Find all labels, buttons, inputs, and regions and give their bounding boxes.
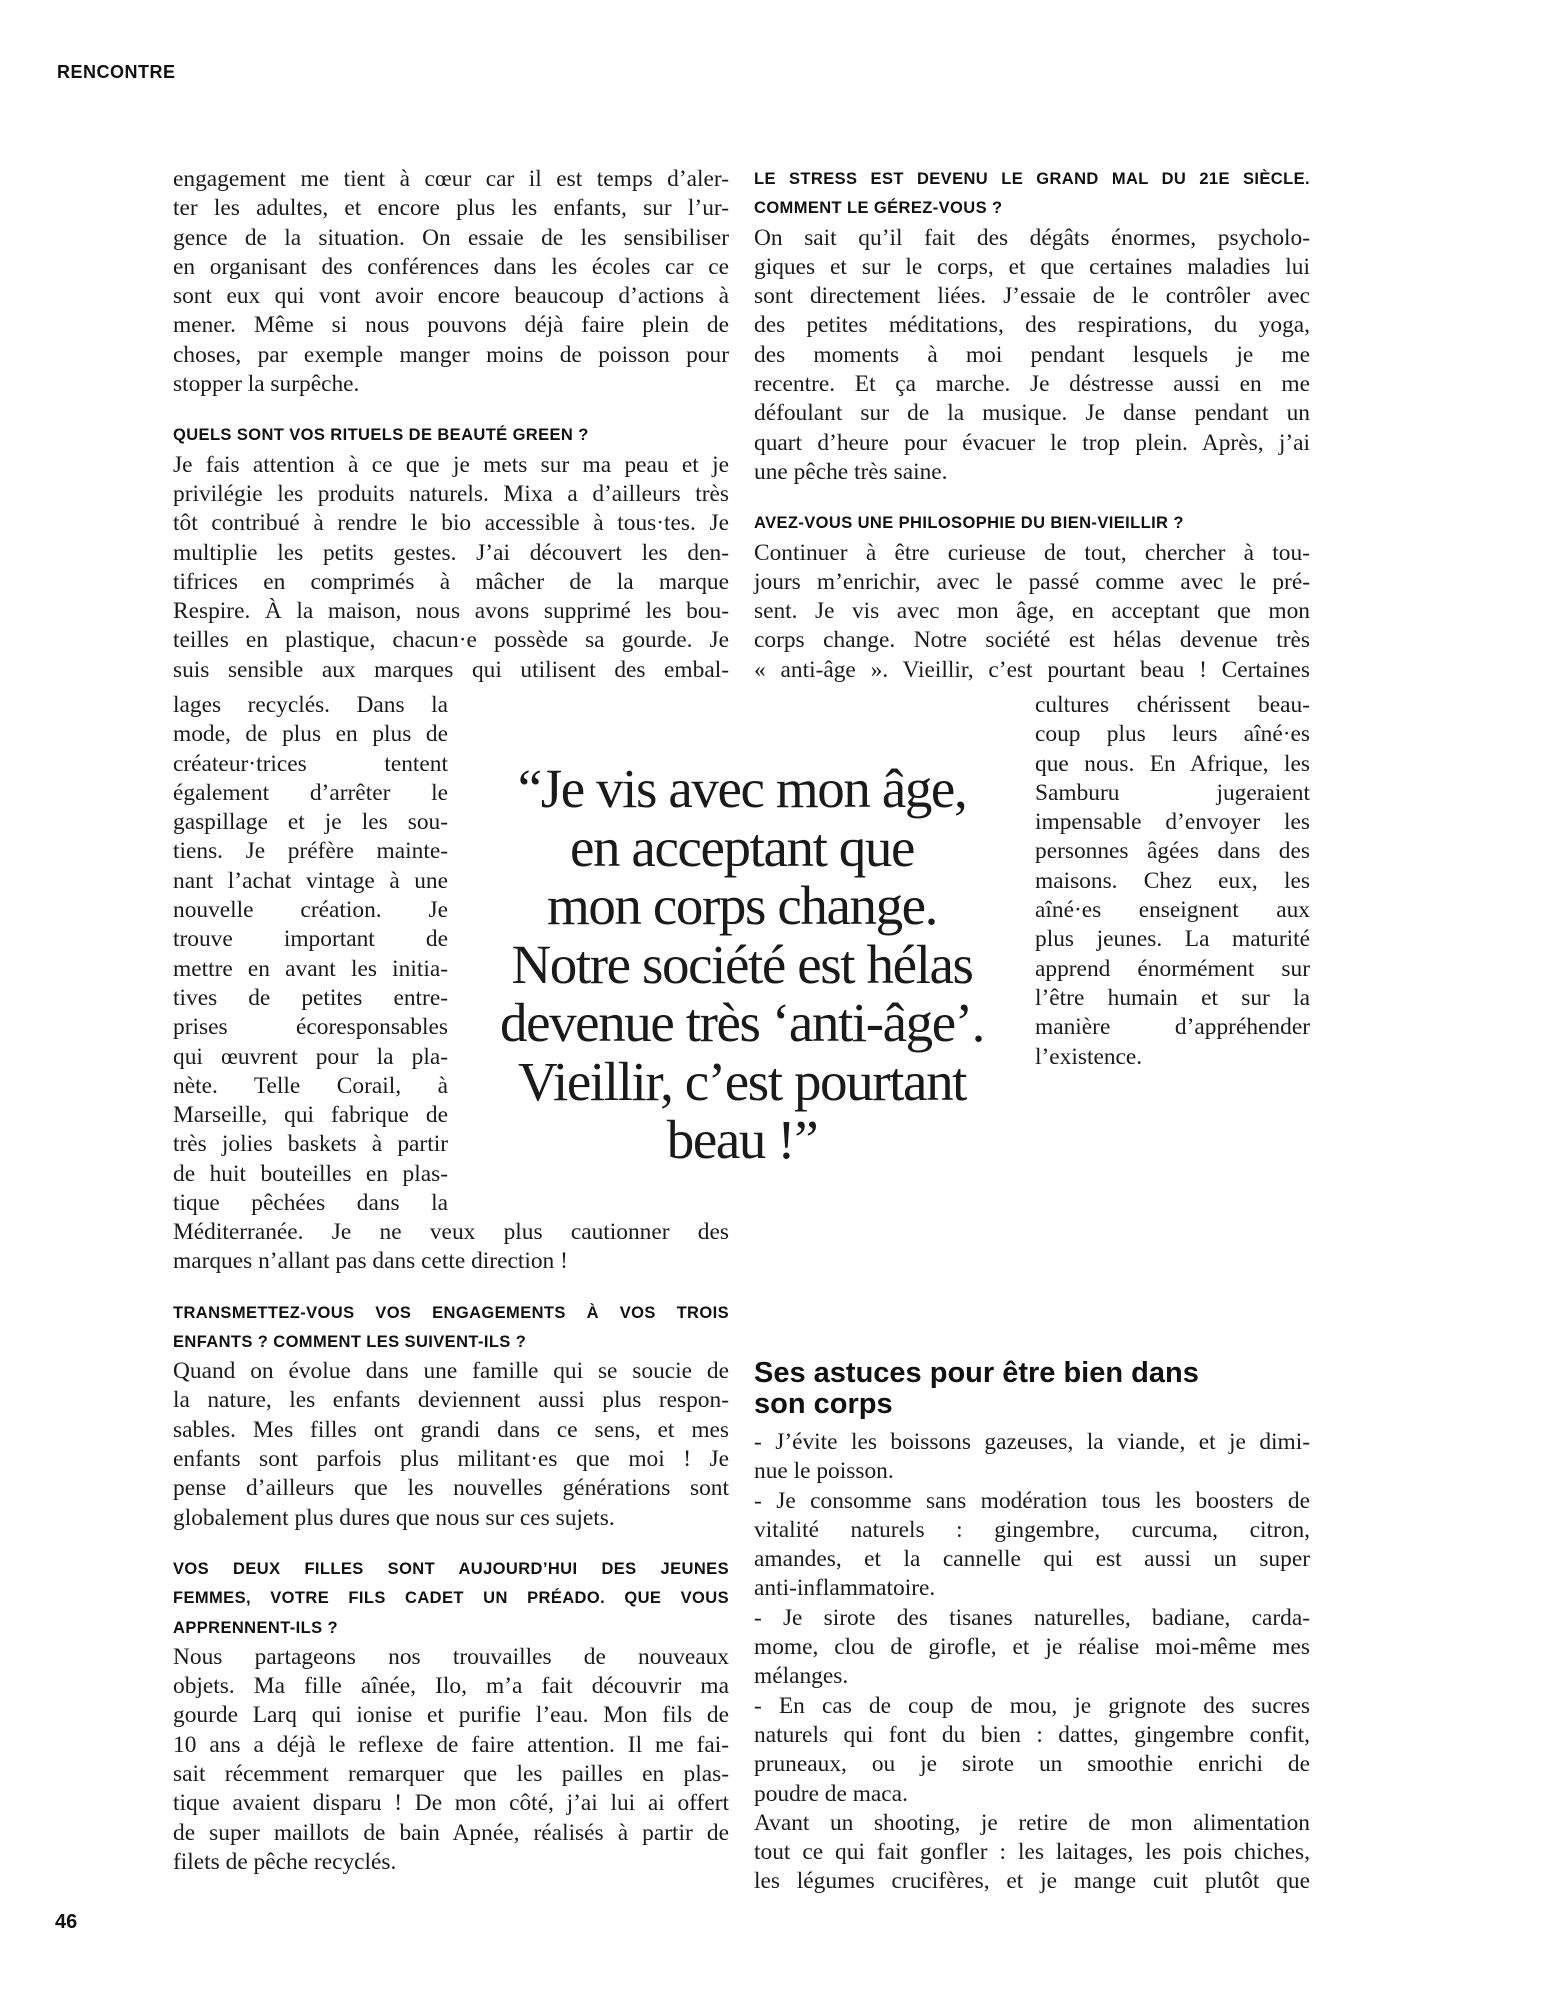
- text-line: pruneaux, ou je sirote un smoothie enrichi de: [754, 1751, 1310, 1778]
- text-line: « anti-âge ». Vieillir, c’est pourtant beau ! Certaines: [754, 656, 1310, 683]
- text-line: - En cas de coup de mou, je grignote des sucres: [754, 1692, 1310, 1719]
- philosophie-answer-full: [754, 539, 1310, 685]
- pull-quote-line: beau !”: [666, 1109, 818, 1170]
- text-line: ter les adultes, et encore plus les enfants, sur l’ur-: [173, 195, 729, 222]
- text-line: quart d’heure pour évacuer le trop plein. Après, j’ai: [754, 429, 1310, 456]
- text-line: Je fais attention à ce que je mets sur ma peau et je: [173, 451, 729, 478]
- text-line: mélanges.: [754, 1663, 849, 1690]
- astuces-body: [754, 1428, 1310, 1897]
- text-line: plus jeunes. La maturité: [1035, 926, 1310, 953]
- text-line: nète. Telle Corail, à: [173, 1072, 448, 1099]
- text-line: que nous. En Afrique, les: [1035, 750, 1310, 777]
- text-line: sent. Je vis avec mon âge, en acceptant que mon: [754, 598, 1310, 625]
- box-title-line: son corps: [754, 1388, 893, 1420]
- text-line: Méditerranée. Je ne veux plus cautionner des: [173, 1219, 729, 1245]
- text-line: corps change. Notre société est hélas devenue très: [754, 627, 1310, 654]
- text-line: gaspillage et je les sou-: [173, 809, 448, 836]
- text-line: Continuer à être curieuse de tout, chercher à tou-: [754, 539, 1310, 566]
- text-line: suis sensible aux marques qui utilisent des embal-: [173, 656, 729, 683]
- rituels-answer-end: [173, 1218, 729, 1277]
- question-line: COMMENT LE GÉREZ-VOUS ?: [754, 199, 1003, 218]
- text-line: gence de la situation. On essaie de les sensibiliser: [173, 224, 729, 251]
- text-line: l’être humain et sur la: [1035, 984, 1310, 1011]
- page-number: 46: [55, 1911, 78, 1933]
- section-rubric: RENCONTRE: [57, 62, 176, 82]
- text-line: - Je sirote des tisanes naturelles, badiane, carda-: [754, 1604, 1310, 1631]
- text-line: Avant un shooting, je retire de mon alimentation: [754, 1809, 1310, 1836]
- text-line: personnes âgées dans des: [1035, 838, 1310, 865]
- text-line: une pêche très saine.: [754, 458, 948, 485]
- text-line: sables. Mes filles ont grandi dans ce sens, et mes: [173, 1416, 729, 1443]
- text-line: créateur·trices tentent: [173, 750, 448, 777]
- text-line: mettre en avant les initia-: [173, 955, 448, 982]
- text-line: également d’arrêter le: [173, 779, 448, 806]
- question-line: FEMMES, VOTRE FILS CADET UN PRÉADO. QUE VOUS: [173, 1589, 729, 1608]
- filles-question: [173, 1555, 729, 1643]
- text-line: maisons. Chez eux, les: [1035, 867, 1310, 894]
- text-line: giques et sur le corps, et que certaines maladies lui: [754, 253, 1310, 280]
- text-line: apprend énormément sur: [1035, 955, 1310, 982]
- text-line: très jolies baskets à partir: [173, 1131, 448, 1158]
- text-line: nant l’achat vintage à une: [173, 867, 448, 894]
- text-line: Respire. À la maison, nous avons supprimé les bou-: [173, 598, 729, 625]
- text-line: anti-inflammatoire.: [754, 1575, 936, 1602]
- text-line: privilégie les produits naturels. Mixa a d’ailleurs très: [173, 480, 729, 507]
- pull-quote-line: mon corps change.: [546, 875, 938, 936]
- text-line: mome, clou de girofle, et je réalise moi-même mes: [754, 1634, 1310, 1661]
- text-line: tiens. Je préfère mainte-: [173, 838, 448, 865]
- text-line: globalement plus dures que nous sur ces sujets.: [173, 1504, 615, 1531]
- text-line: jours m’enrichir, avec le passé comme avec le pré-: [754, 568, 1310, 595]
- text-line: lages recyclés. Dans la: [173, 692, 448, 718]
- text-line: On sait qu’il fait des dégâts énormes, psycholo-: [754, 224, 1310, 251]
- text-line: la nature, les enfants deviennent aussi plus respon-: [173, 1387, 729, 1414]
- left-column-bottom: [173, 1218, 729, 1877]
- text-line: stopper la surpêche.: [173, 371, 360, 398]
- left-column-top: [173, 165, 729, 685]
- question-line: VOS DEUX FILLES SONT AUJOURD’HUI DES JEUNES: [173, 1559, 729, 1578]
- text-line: des petites méditations, des respirations, du yoga,: [754, 312, 1310, 339]
- text-line: choses, par exemple manger moins de poisson pour: [173, 341, 729, 368]
- text-line: défoulant sur de la musique. Je danse pendant un: [754, 400, 1310, 427]
- text-line: nue le poisson.: [754, 1458, 894, 1485]
- text-line: engagement me tient à cœur car il est temps d’aler-: [173, 166, 729, 192]
- text-line: marques n’allant pas dans cette direction !: [173, 1248, 568, 1275]
- transmettez-answer: [173, 1357, 729, 1533]
- text-line: mener. Même si nous pouvons déjà faire plein de: [173, 312, 729, 339]
- text-line: multiplie les petits gestes. J’ai découvert les den-: [173, 539, 729, 566]
- astuces-title: [754, 1358, 1314, 1420]
- text-line: coup plus leurs aîné·es: [1035, 721, 1310, 748]
- rituels-answer-narrow: [173, 691, 448, 1218]
- text-line: en organisant des conférences dans les écoles car ce: [173, 253, 729, 280]
- text-line: sait récemment remarquer que les pailles en plas-: [173, 1761, 729, 1788]
- text-line: sont directement liées. J’essaie de le contrôler avec: [754, 283, 1310, 310]
- text-line: recentre. Et ça marche. Je déstresse aussi en me: [754, 371, 1310, 398]
- rituels-answer-full: [173, 451, 729, 685]
- pull-quote: [462, 760, 1022, 1170]
- stress-answer: [754, 224, 1310, 488]
- rituels-question: [173, 421, 729, 450]
- text-line: - J’évite les boissons gazeuses, la viande, et je dimi-: [754, 1429, 1310, 1455]
- text-line: aîné·es enseignent aux: [1035, 897, 1310, 924]
- text-line: tique pêchées dans la: [173, 1190, 448, 1217]
- text-line: pense d’ailleurs que les nouvelles générations sont: [173, 1475, 729, 1502]
- text-line: prises écoresponsables: [173, 1014, 448, 1041]
- text-line: - Je consomme sans modération tous les boosters de: [754, 1487, 1310, 1514]
- pull-quote-line: devenue très ‘anti-âge’.: [499, 992, 985, 1053]
- pull-quote-line: en acceptant que: [569, 816, 915, 878]
- text-line: tifrices en comprimés à mâcher de la marque: [173, 568, 729, 595]
- transmettez-question: [173, 1299, 729, 1358]
- text-line: de huit bouteilles en plas-: [173, 1160, 448, 1187]
- text-line: filets de pêche recyclés.: [173, 1848, 397, 1875]
- philosophie-answer-narrow: [1035, 691, 1310, 1072]
- text-line: naturels qui font du bien : dattes, gingembre confit,: [754, 1721, 1310, 1748]
- right-column-top: [754, 165, 1310, 685]
- text-line: poudre de maca.: [754, 1780, 908, 1807]
- text-line: Samburu jugeraient: [1035, 779, 1310, 806]
- text-line: enfants sont parfois plus militant·es que moi ! Je: [173, 1446, 729, 1473]
- text-line: 10 ans a déjà le reflexe de faire attention. Il me fai-: [173, 1731, 729, 1758]
- pull-quote-line: Vieillir, c’est pourtant: [517, 1050, 967, 1112]
- text-line: Marseille, qui fabrique de: [173, 1102, 448, 1129]
- text-line: qui œuvrent pour la pla-: [173, 1043, 448, 1070]
- text-line: teilles en plastique, chacun·e possède sa gourde. Je: [173, 627, 729, 654]
- text-line: nouvelle création. Je: [173, 897, 448, 924]
- text-line: manière d’appréhender: [1035, 1014, 1310, 1041]
- pull-quote-line: “Je vis avec mon âge,: [517, 758, 967, 819]
- text-line: de super maillots de bain Apnée, réalisés à partir de: [173, 1819, 729, 1846]
- box-title-line: Ses astuces pour être bien dans: [754, 1357, 1199, 1389]
- text-line: tout ce qui fait gonfler : les laitages, les pois chiches,: [754, 1839, 1310, 1866]
- text-line: vitalité naturels : gingembre, curcuma, citron,: [754, 1516, 1310, 1543]
- philosophie-question: [754, 509, 1310, 538]
- text-line: tique avaient disparu ! De mon côté, j’ai lui ai offert: [173, 1790, 729, 1817]
- text-line: objets. Ma fille aînée, Ilo, m’a fait découvrir ma: [173, 1673, 729, 1700]
- question-line: TRANSMETTEZ-VOUS VOS ENGAGEMENTS À VOS TROIS: [173, 1303, 729, 1322]
- text-line: Quand on évolue dans une famille qui se soucie de: [173, 1358, 729, 1385]
- text-line: tives de petites entre-: [173, 984, 448, 1011]
- text-line: trouve important de: [173, 926, 448, 953]
- text-line: sont eux qui vont avoir encore beaucoup d’actions à: [173, 283, 729, 310]
- question-line: APPRENNENT-ILS ?: [173, 1618, 338, 1637]
- question-line: QUELS SONT VOS RITUELS DE BEAUTÉ GREEN ?: [173, 426, 589, 445]
- text-line: Nous partageons nos trouvailles de nouveaux: [173, 1643, 729, 1670]
- text-line: les légumes crucifères, et je mange cuit plutôt que: [754, 1868, 1310, 1895]
- text-line: mode, de plus en plus de: [173, 721, 448, 748]
- text-line: des moments à moi pendant lesquels je me: [754, 341, 1310, 368]
- text-line: gourde Larq qui ionise et purifie l’eau. Mon fils de: [173, 1702, 729, 1729]
- text-line: cultures chérissent beau-: [1035, 692, 1310, 718]
- filles-answer: [173, 1643, 729, 1877]
- intro-paragraph: [173, 165, 729, 399]
- text-line: l’existence.: [1035, 1043, 1143, 1070]
- text-line: impensable d’envoyer les: [1035, 809, 1310, 836]
- pull-quote-line: Notre société est hélas: [511, 933, 973, 995]
- question-line: LE STRESS EST DEVENU LE GRAND MAL DU 21E SIÈCLE.: [754, 170, 1310, 188]
- stress-question: [754, 165, 1310, 224]
- question-line: AVEZ-VOUS UNE PHILOSOPHIE DU BIEN-VIEILLIR ?: [754, 514, 1184, 533]
- text-line: tôt contribué à rendre le bio accessible à tous·tes. Je: [173, 510, 729, 537]
- text-line: amandes, et la cannelle qui est aussi un super: [754, 1546, 1310, 1573]
- question-line: ENFANTS ? COMMENT LES SUIVENT-ILS ?: [173, 1332, 527, 1351]
